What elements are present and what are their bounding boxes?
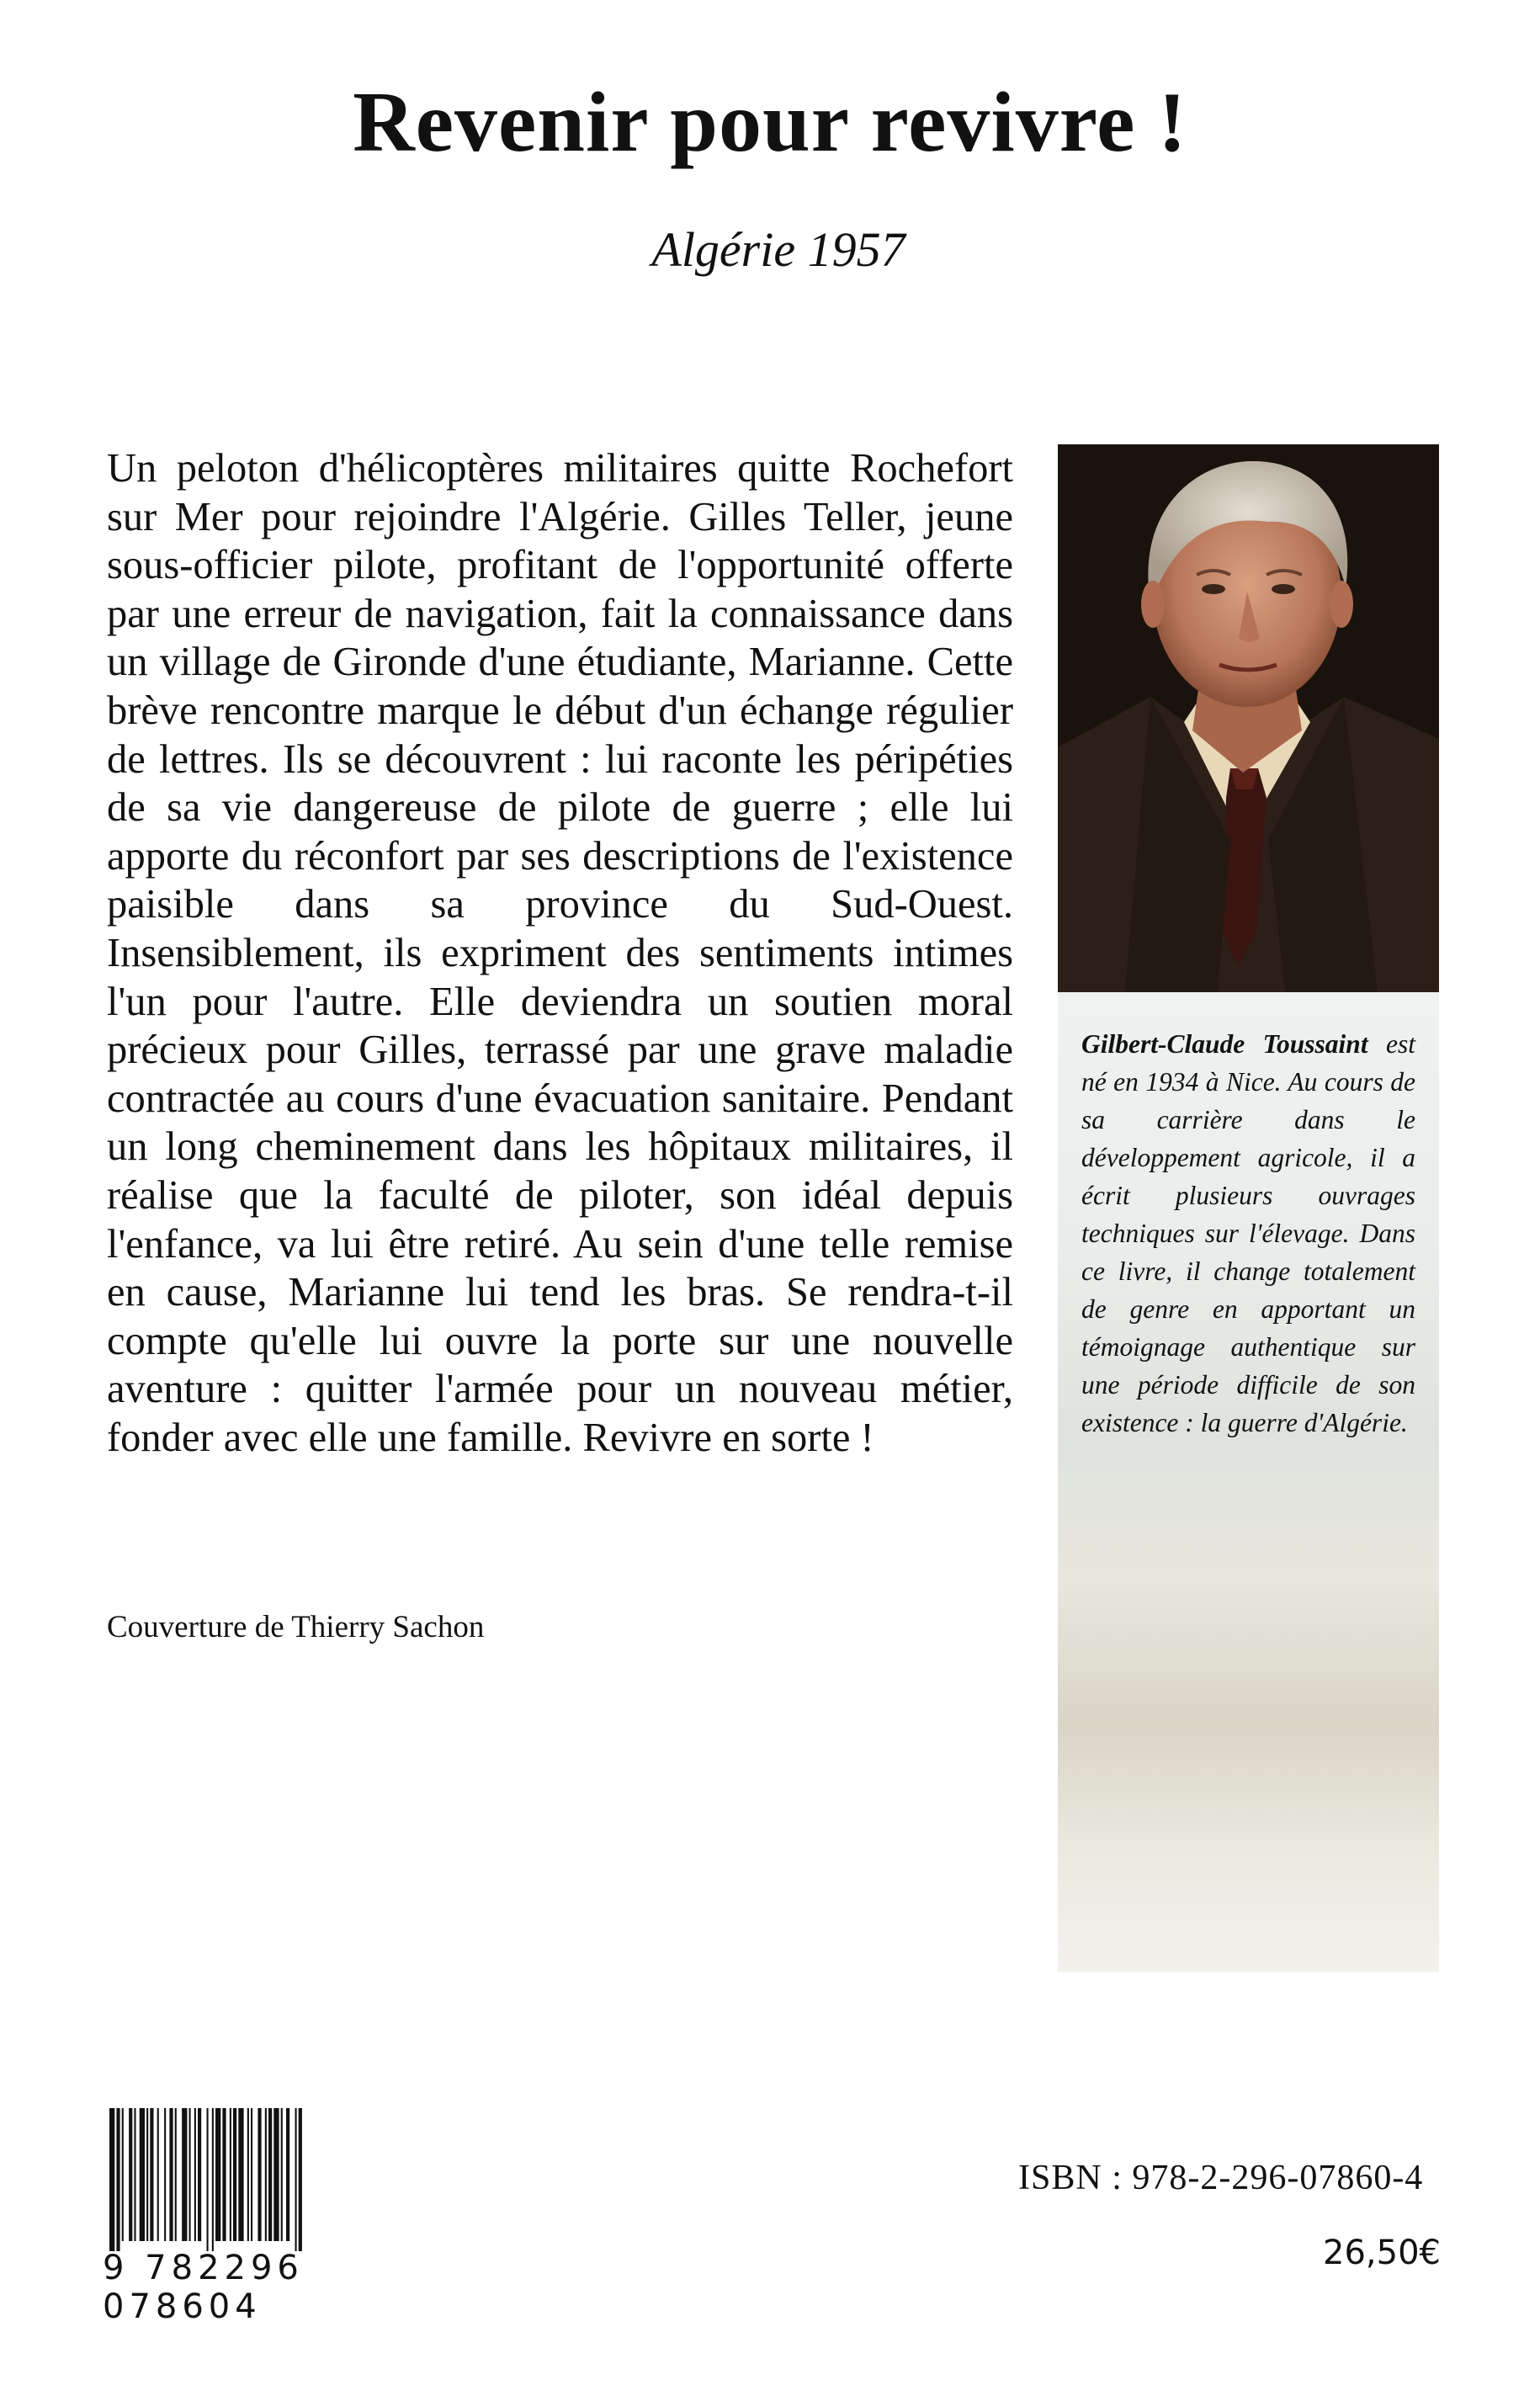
barcode-bar bbox=[198, 2108, 201, 2241]
author-bio bbox=[1081, 1025, 1415, 1442]
barcode-bar bbox=[164, 2108, 166, 2241]
barcode-bar bbox=[251, 2108, 252, 2241]
barcode-digits: 9 782296 078604 bbox=[103, 2249, 304, 2326]
author-name: Gilbert-Claude Toussaint bbox=[1081, 1029, 1368, 1059]
barcode bbox=[103, 2108, 456, 2251]
barcode-bar bbox=[233, 2108, 236, 2241]
barcode-bar bbox=[222, 2108, 226, 2241]
barcode-bar bbox=[134, 2108, 135, 2241]
barcode-bar bbox=[268, 2108, 272, 2241]
barcode-bar bbox=[150, 2108, 153, 2241]
barcode-bar bbox=[215, 2108, 220, 2241]
barcode-bar bbox=[258, 2108, 261, 2241]
author-photo bbox=[1058, 444, 1439, 992]
barcode-bar bbox=[230, 2108, 231, 2241]
barcode-bar bbox=[129, 2108, 132, 2241]
barcode-bars bbox=[103, 2108, 456, 2251]
barcode-bar bbox=[182, 2108, 187, 2241]
barcode-bar bbox=[273, 2108, 279, 2241]
synopsis: Un peloton d'hélicoptères militaires quitte Rochefort sur Mer pour rejoindre l'Algérie. Gilles Teller, jeune sous-officier pilote, profitant de l'opportunité offerte par une erreur de navigation, fait la connaissance dans un village de Gironde d'une étudiante, Marianne. Cette brève rencontre marque le début d'un échange régulier de lettres. Ils se découvrent : lui raconte les péripéties de sa vie dangereuse de pilote de guerre ; elle lui apporte du réconfort par ses descriptions de l'existence paisible dans sa province du Sud-Ouest. Insensiblement, ils expriment des sentiments intimes l'un pour l'autre. Elle deviendra un soutien moral précieux pour Gilles, terrassé par une grave maladie contractée au cours d'une évacuation sanitaire. Pendant un long cheminement dans les hôpitaux militaires, il réalise que la faculté de piloter, son idéal depuis l'enfance, va lui être retiré. Au sein d'une telle remise en cause, Marianne lui tend les bras. Se rendra-t-il compte qu'elle lui ouvre la porte sur une nouvelle aventure : quitter l'armée pour un nouveau métier, fonder avec elle une famille. Revivre en sorte ! bbox=[107, 446, 1013, 1460]
barcode-bar bbox=[116, 2108, 119, 2251]
barcode-bar bbox=[212, 2108, 214, 2251]
barcode-bar bbox=[247, 2108, 249, 2241]
barcode-bar bbox=[140, 2108, 145, 2241]
book-title: Revenir pour revivre ! bbox=[353, 75, 1187, 170]
barcode-bar bbox=[122, 2108, 124, 2241]
barcode-bar bbox=[157, 2108, 159, 2241]
barcode-bar bbox=[169, 2108, 173, 2241]
barcode-bar bbox=[265, 2108, 267, 2241]
price: 26,50€ bbox=[1323, 2234, 1441, 2272]
isbn: ISBN : 978-2-296-07860-4 bbox=[1018, 2159, 1424, 2197]
barcode-bar bbox=[175, 2108, 177, 2241]
barcode-bar bbox=[238, 2108, 243, 2241]
cover-credit: Couverture de Thierry Sachon bbox=[107, 1610, 485, 1644]
barcode-bar bbox=[207, 2108, 209, 2251]
barcode-bar bbox=[295, 2108, 297, 2251]
barcode-bar bbox=[286, 2108, 289, 2241]
barcode-bar bbox=[109, 2108, 114, 2251]
barcode-bar bbox=[189, 2108, 191, 2241]
author-portrait-illustration bbox=[1058, 444, 1439, 992]
book-subtitle: Algérie 1957 bbox=[651, 222, 905, 277]
barcode-bar bbox=[281, 2108, 283, 2241]
author-bio-text: est né en 1934 à Nice. Au cours de sa carrière dans le développement agricole, il a écrit plusieurs ouvrages techniques sur l'élevage. Dans ce livre, il change totalement de genre en apportant un témoignage authentique sur une période difficile de son existence : la guerre d'Algérie. bbox=[1081, 1029, 1415, 1437]
barcode-bar bbox=[194, 2108, 196, 2241]
barcode-bar bbox=[299, 2108, 302, 2251]
barcode-bar bbox=[146, 2108, 148, 2241]
